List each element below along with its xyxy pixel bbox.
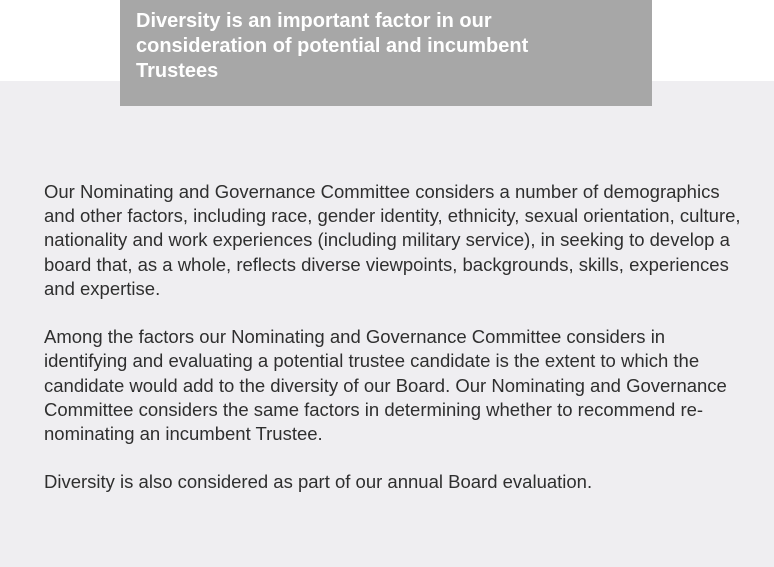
paragraph-board-evaluation: Diversity is also considered as part of our annual Board evaluation. bbox=[44, 471, 593, 493]
section-body bbox=[44, 180, 744, 495]
section-title: Diversity is an important factor in our consideration of potential and incumbent Trustees bbox=[136, 10, 529, 82]
paragraph-candidate-evaluation: Among the factors our Nominating and Governance Committee considers in identifying and evaluating a potential trustee candidate is the extent to which the candidate would add to the diversity of our Board. Our Nominating and Governance Committee considers the same factors in determining whether to recommend re-nominating an incumbent Trustee. bbox=[44, 326, 727, 445]
section-header bbox=[120, 0, 652, 106]
paragraph-committee-factors: Our Nominating and Governance Committee considers a number of demographics and other factors, including race, gender identity, ethnicity, sexual orientation, culture, nationality and work experiences (including military service), in seeking to develop a board that, as a whole, reflects diverse viewpoints, backgrounds, skills, experiences and expertise. bbox=[44, 181, 741, 299]
